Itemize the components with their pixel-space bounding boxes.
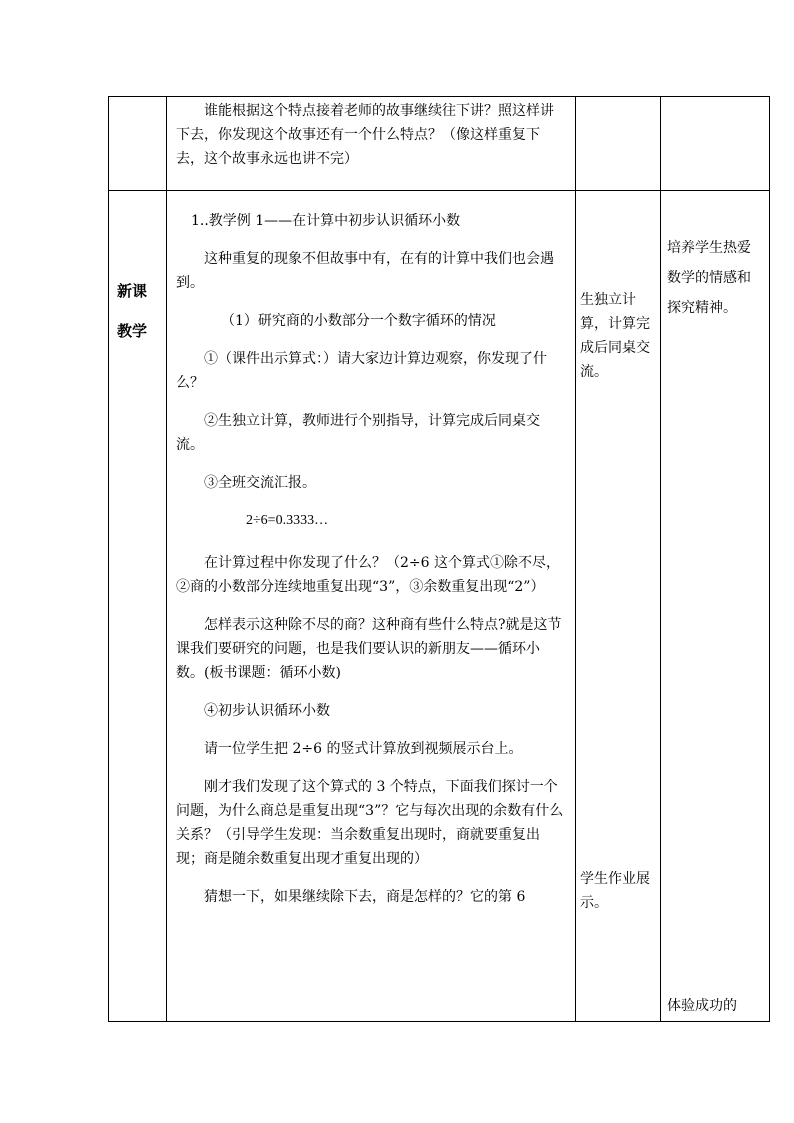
student-activity-cell bbox=[576, 97, 661, 191]
design-intent-text: 体验成功的 bbox=[667, 998, 737, 1014]
section-cell bbox=[109, 191, 167, 1022]
example-heading: 1..教学例 1——在计算中初步认识循环小数 bbox=[191, 213, 461, 229]
section-label-line2: 教学 bbox=[117, 322, 148, 340]
design-intent-cell bbox=[661, 97, 770, 191]
table-row bbox=[109, 97, 770, 191]
student-activity-text: 生独立计算，计算完成后同桌交流。 bbox=[580, 292, 650, 380]
equation: 2÷6=0.3333… bbox=[246, 513, 329, 528]
section-label-line1: 新课 bbox=[117, 282, 148, 300]
content-paragraph: 猜想一下，如果继续除下去，商是怎样的？它的第 6 bbox=[204, 889, 526, 905]
subsection-heading: （1）研究商的小数部分一个数字循环的情况 bbox=[221, 313, 496, 329]
story-paragraph: 谁能根据这个特点接着老师的故事继续往下讲？照这样讲下去，你发现这个故事还有一个什么特点？（像这样重复下去，这个故事永远也讲不完） bbox=[176, 103, 554, 167]
content-paragraph: ②生独立计算，教师进行个别指导，计算完成后同桌交流。 bbox=[176, 413, 540, 453]
content-cell bbox=[167, 191, 576, 1022]
student-activity-text: 学生作业展示。 bbox=[580, 871, 650, 911]
content-paragraph: ③全班交流汇报。 bbox=[204, 475, 316, 491]
content-paragraph: ④初步认识循环小数 bbox=[204, 703, 330, 719]
content-paragraph: 这种重复的现象不但故事中有，在有的计算中我们也会遇到。 bbox=[176, 251, 554, 291]
design-intent-cell bbox=[661, 191, 770, 1022]
student-activity-cell bbox=[576, 191, 661, 1022]
content-paragraph: 在计算过程中你发现了什么？（2÷6 这个算式①除不尽，②商的小数部分连续地重复出现“3”，③余数重复出现“2”） bbox=[176, 555, 560, 595]
table-row bbox=[109, 191, 770, 1022]
content-cell bbox=[167, 97, 576, 191]
content-paragraph: ①（课件出示算式：）请大家边计算边观察，你发现了什么？ bbox=[176, 351, 547, 391]
content-paragraph: 请一位学生把 2÷6 的竖式计算放到视频展示台上。 bbox=[204, 741, 523, 757]
lesson-plan-table bbox=[108, 96, 770, 1022]
content-paragraph: 怎样表示这种除不尽的商？这种商有些什么特点?就是这节课我们要研究的问题，也是我们要认识的新朋友——循环小数。(板书课题：循环小数) bbox=[176, 617, 562, 681]
section-cell bbox=[109, 97, 167, 191]
design-intent-text: 培养学生热爱数学的情感和探究精神。 bbox=[667, 240, 751, 316]
content-paragraph: 刚才我们发现了这个算式的 3 个特点，下面我们探讨一个问题，为什么商总是重复出现“3”？它与每次出现的余数有什么关系？（引导学生发现：当余数重复出现时，商就要重复出现；商是随余数重复出现才重复出现的） bbox=[176, 779, 564, 867]
